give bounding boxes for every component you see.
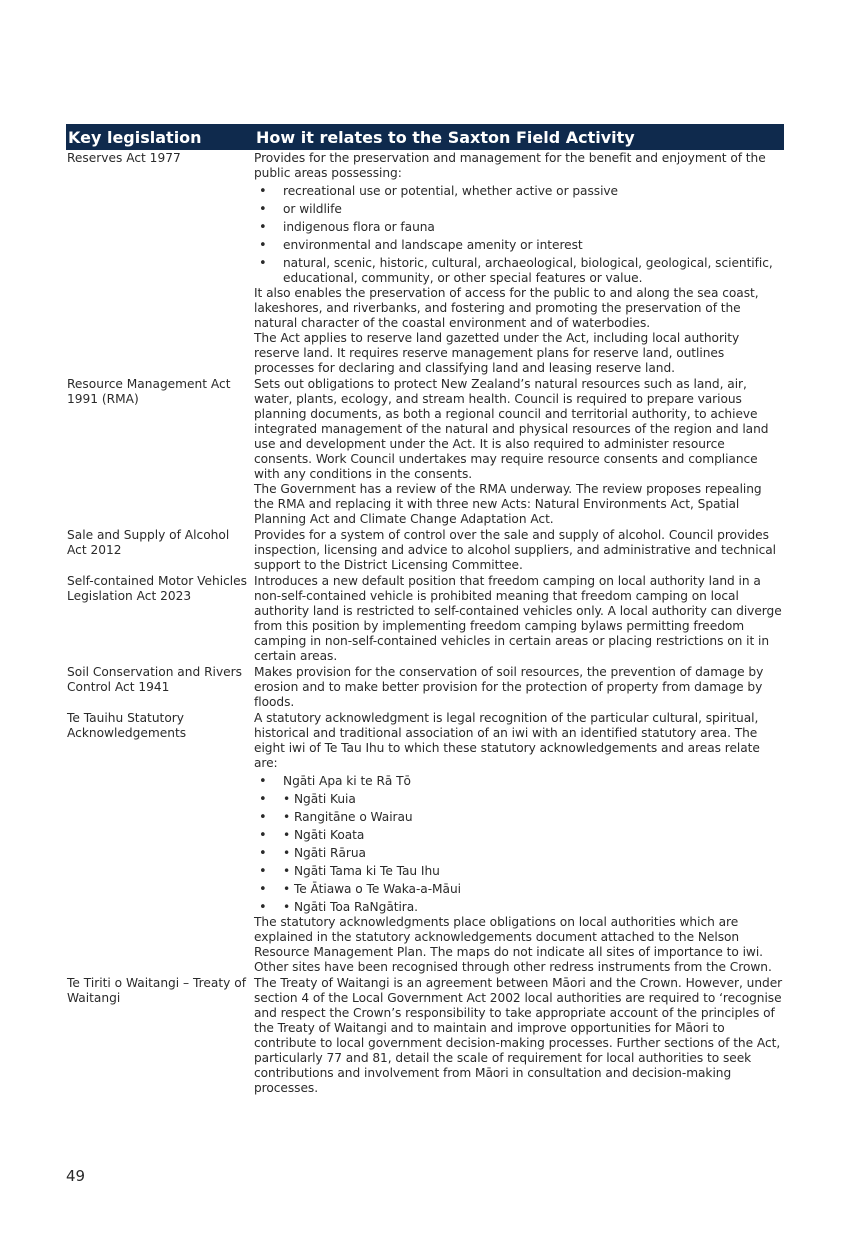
legislation-name: Reserves Act 1977 [67,151,181,165]
list-item: • • Ngāti Tama ki Te Tau Ihu [254,864,784,879]
description-paragraph: The Act applies to reserve land gazetted under the Act, including local authority reserve land. It requires reserve management plans for reserve land, outlines processes for declaring and classifying land and leasing reserve land. [254,331,740,375]
legislation-name: Soil Conservation and Rivers Control Act 1941 [67,665,243,694]
list-item: • • Te Ātiawa o Te Waka-a-Māui [254,882,784,897]
header-key-legislation: Key legislation [68,127,202,147]
description-paragraph: Provides for the preservation and management for the benefit and enjoyment of the public areas possessing: [254,151,766,180]
legislation-name: Self-contained Motor Vehicles Legislation Act 2023 [67,574,248,603]
legislation-description [254,710,784,975]
list-item: • environmental and landscape amenity or interest [254,238,784,253]
list-item: • recreational use or potential, whether active or passive [254,184,784,199]
description-paragraph: It also enables the preservation of access for the public to and along the sea coast, lakeshores, and riverbanks, and fostering and promoting the preservation of the natural character of the coastal environment and of waterbodies. [254,286,759,330]
description-paragraph: Provides for a system of control over the sale and supply of alcohol. Council provides inspection, licensing and advice to alcohol suppliers, and administrative and technical support to the District Licensing Committee. [254,528,776,572]
list-item: • indigenous flora or fauna [254,220,784,235]
legislation-description [254,975,784,1096]
legislation-name: Sale and Supply of Alcohol Act 2012 [67,528,230,557]
header-relation: How it relates to the Saxton Field Activity [256,127,635,147]
table-row [66,710,784,975]
legislation-name: Te Tiriti o Waitangi – Treaty of Waitangi [67,976,246,1005]
legislation-description [254,150,784,376]
table-row [66,664,784,710]
list-item: • • Rangitāne o Wairau [254,810,784,825]
table-row [66,150,784,376]
list-item: • • Ngāti Koata [254,828,784,843]
table-row [66,975,784,1096]
legislation-description [254,573,784,664]
description-paragraph: A statutory acknowledgment is legal recognition of the particular cultural, spiritual, historical and traditional association of an iwi with an identified statutory area. The eight iwi of Te Tau Ihu to which these statutory acknowledgements and areas relate are: [254,711,760,770]
legislation-table [66,124,784,1096]
list-item: • Ngāti Apa ki te Rā Tō [254,774,784,789]
legislation-description [254,664,784,710]
description-paragraph: Sets out obligations to protect New Zealand’s natural resources such as land, air, water, plants, ecology, and stream health. Council is required to prepare various planning documents, as both a regional council and territorial authority, to achieve integrated management of the natural and physical resources of the region and land use and development under the Act. It is also required to administer resource consents. Work Council undertakes may require resource consents and compliance with any conditions in the consents. [254,377,769,481]
description-paragraph: The statutory acknowledgments place obligations on local authorities which are explained in the statutory acknowledgements document attached to the Nelson Resource Management Plan. The maps do not indicate all sites of importance to iwi. Other sites have been recognised through other redress instruments from the Crown. [254,915,772,974]
list-item: • • Ngāti Rārua [254,846,784,861]
description-paragraph: Introduces a new default position that freedom camping on local authority land in a non-self-contained vehicle is prohibited meaning that freedom camping on local authority land is restricted to self-contained vehicles only. A local authority can diverge from this position by implementing freedom camping bylaws permitting freedom camping in non-self-contained vehicles in certain areas or placing restrictions on it in certain areas. [254,574,782,663]
table-row [66,376,784,527]
bullet-list [254,774,784,915]
legislation-description [254,527,784,573]
description-paragraph: The Government has a review of the RMA underway. The review proposes repealing the RMA and replacing it with three new Acts: Natural Environments Act, Spatial Planning Act and Climate Change Adaptation Act. [254,482,762,526]
list-item: • or wildlife [254,202,784,217]
list-item: • • Ngāti Kuia [254,792,784,807]
legislation-name: Resource Management Act 1991 (RMA) [67,377,231,406]
description-paragraph: The Treaty of Waitangi is an agreement between Māori and the Crown. However, under section 4 of the Local Government Act 2002 local authorities are required to ‘recognise and respect the Crown’s responsibility to take appropriate account of the principles of the Treaty of Waitangi and to maintain and improve opportunities for Māori to contribute to local government decision-making processes. Further sections of the Act, particularly 77 and 81, detail the scale of requirement for local authorities to seek contributions and involvement from Māori in consultation and decision-making processes. [254,976,783,1095]
description-paragraph: Makes provision for the conservation of soil resources, the prevention of damage by erosion and to make better provision for the protection of property from damage by floods. [254,665,764,709]
table-row [66,573,784,664]
page-number: 49 [66,1167,86,1185]
table-row [66,527,784,573]
list-item: • • Ngāti Toa RaNgātira. [254,900,784,915]
legislation-name: Te Tauihu Statutory Acknowledgements [67,711,187,740]
list-item: • natural, scenic, historic, cultural, archaeological, biological, geological, scientific, educational, community, or other special features or value. [254,256,784,286]
legislation-description [254,376,784,527]
table-header [66,124,784,150]
bullet-list [254,184,784,286]
